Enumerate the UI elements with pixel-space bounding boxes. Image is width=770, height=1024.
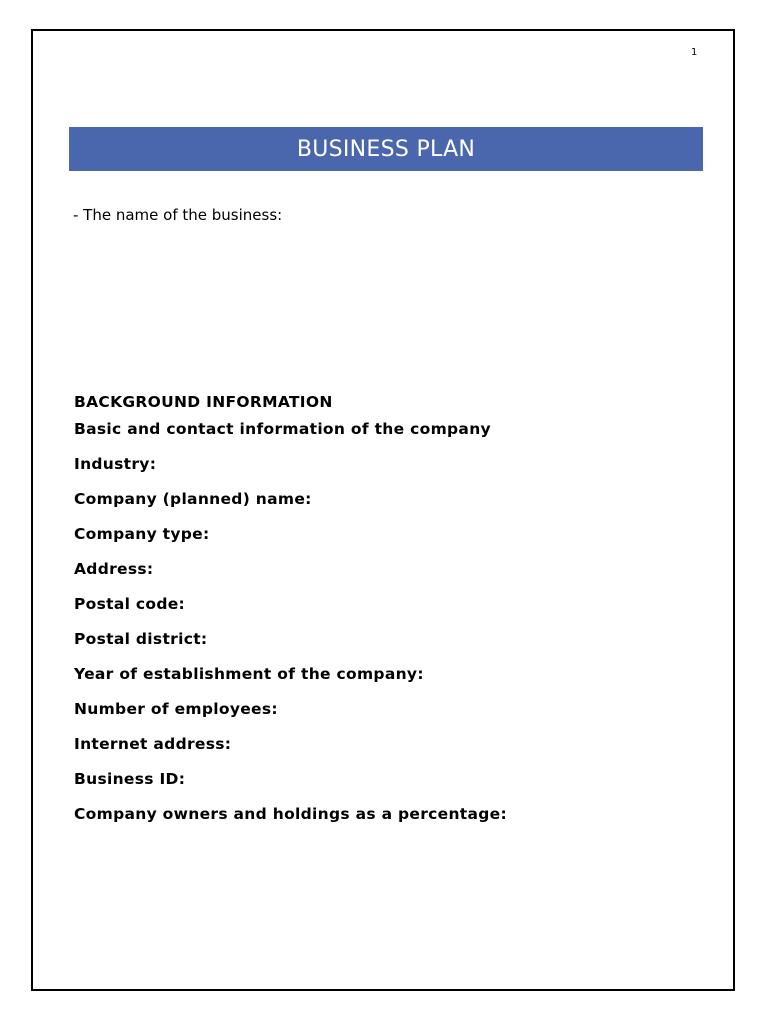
field-year-of-establishment: Year of establishment of the company: [74,665,424,683]
page-number: 1 [691,47,698,58]
field-industry: Industry: [74,455,157,473]
document-page [31,29,735,991]
field-company-owners: Company owners and holdings as a percentage: [74,805,507,823]
document-title: BUSINESS PLAN [296,136,476,162]
field-address: Address: [74,560,154,578]
field-business-id: Business ID: [74,770,186,788]
title-banner [69,127,703,171]
field-company-name: Company (planned) name: [74,490,312,508]
field-number-of-employees: Number of employees: [74,700,278,718]
field-list [74,455,714,824]
field-company-type: Company type: [74,525,210,543]
field-postal-code: Postal code: [74,595,186,613]
section-heading: BACKGROUND INFORMATION [74,393,333,411]
section-subheading: Basic and contact information of the company [74,420,491,438]
field-internet-address: Internet address: [74,735,232,753]
field-postal-district: Postal district: [74,630,208,648]
background-information-section [74,393,714,824]
business-name-label: - The name of the business: [73,206,283,224]
